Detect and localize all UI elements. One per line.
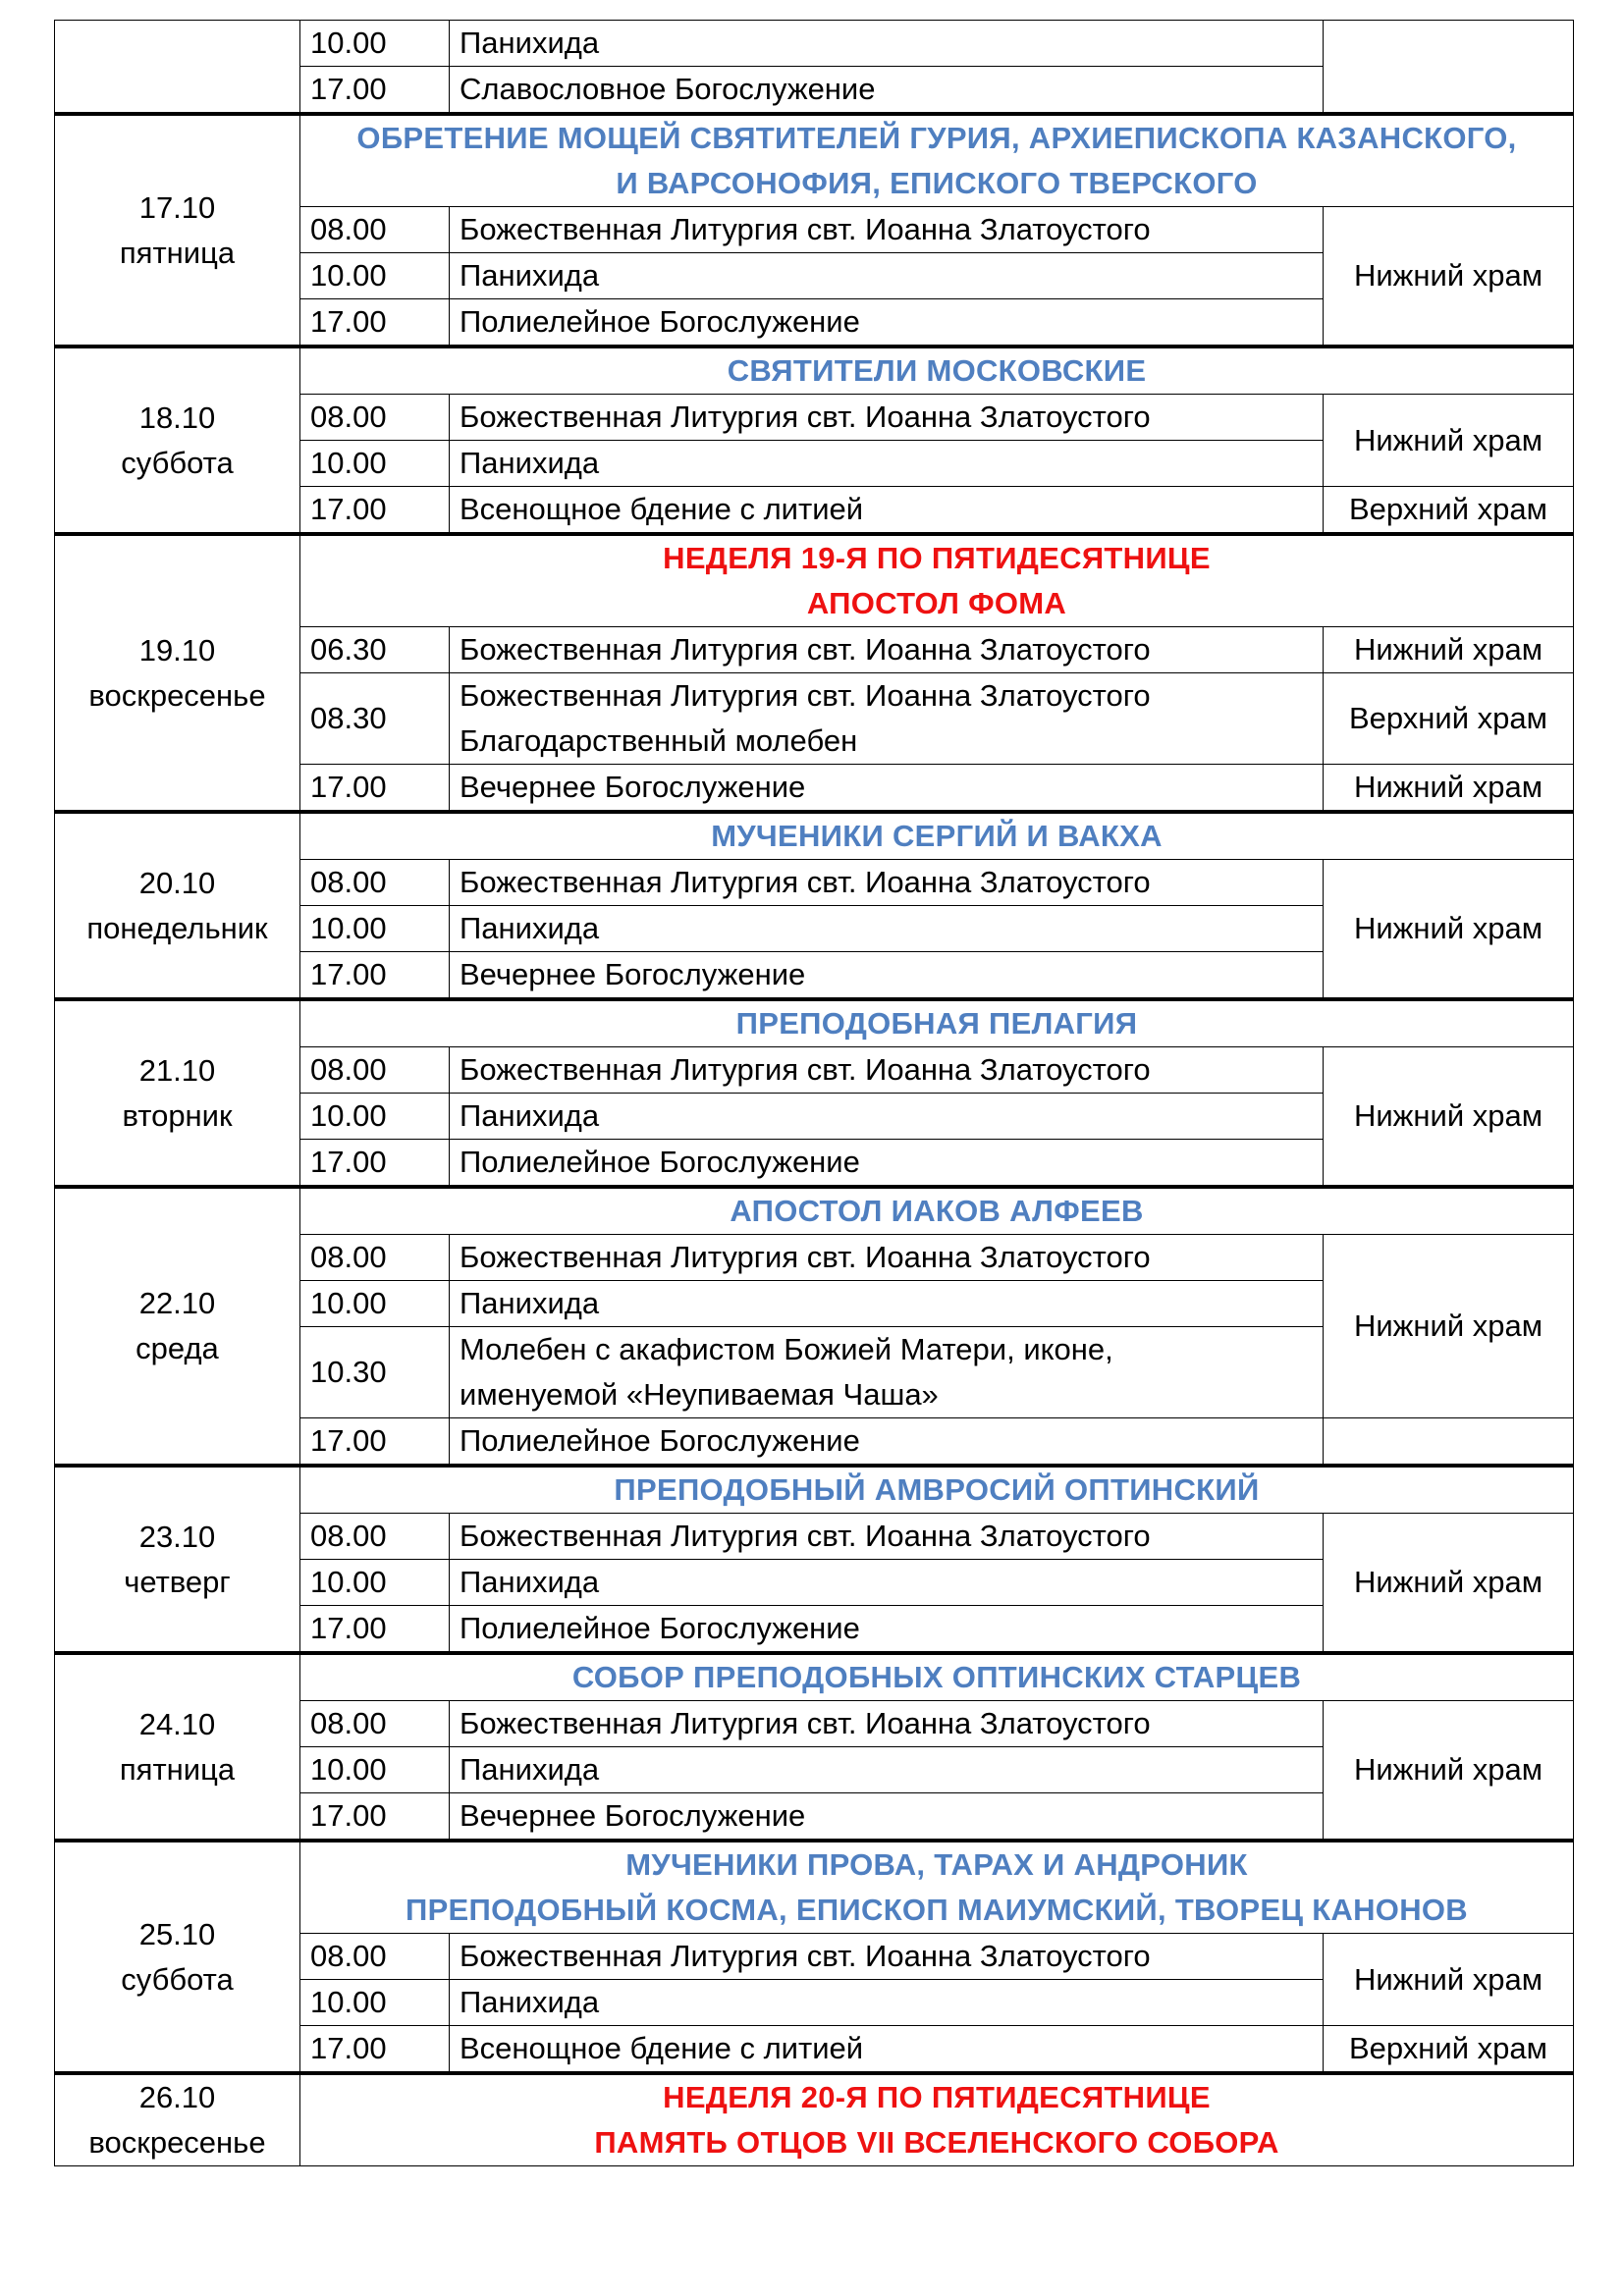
service-cell: Всенощное бдение с литией bbox=[450, 2026, 1324, 2074]
schedule-page bbox=[54, 20, 1573, 2166]
date-cell bbox=[55, 347, 300, 534]
service-cell: Панихида bbox=[450, 1281, 1324, 1327]
time-cell: 10.00 bbox=[300, 1281, 450, 1327]
service-cell: Панихида bbox=[450, 253, 1324, 299]
feast-title-line: СОБОР ПРЕПОДОБНЫХ ОПТИНСКИХ СТАРЦЕВ bbox=[571, 1660, 1302, 1694]
time-cell: 17.00 bbox=[300, 487, 450, 535]
day-weekday: пятница bbox=[119, 235, 236, 270]
day-title-row bbox=[55, 2073, 1574, 2166]
service-cell: Панихида bbox=[450, 906, 1324, 952]
place-cell: Нижний храм bbox=[1324, 1047, 1574, 1188]
date-cell bbox=[55, 534, 300, 812]
place-cell: Нижний храм bbox=[1324, 627, 1574, 673]
date-cell bbox=[55, 114, 300, 347]
place-cell: Нижний храм bbox=[1324, 1934, 1574, 2026]
day-weekday: воскресенье bbox=[88, 2125, 266, 2160]
day-weekday: суббота bbox=[121, 1961, 234, 1997]
service-cell: Божественная Литургия свт. Иоанна Златоустого bbox=[450, 1235, 1324, 1281]
schedule-row bbox=[55, 21, 1574, 67]
service-cell: Вечернее Богослужение bbox=[450, 952, 1324, 1000]
day-date: 23.10 bbox=[138, 1519, 216, 1554]
time-cell: 08.00 bbox=[300, 860, 450, 906]
day-date: 17.10 bbox=[138, 189, 216, 225]
service-cell bbox=[450, 673, 1324, 765]
feast-title bbox=[300, 999, 1574, 1047]
date-cell bbox=[55, 1653, 300, 1841]
service-cell: Славословное Богослужение bbox=[450, 67, 1324, 115]
time-cell: 08.00 bbox=[300, 207, 450, 253]
time-cell: 10.00 bbox=[300, 1980, 450, 2026]
time-cell: 17.00 bbox=[300, 1606, 450, 1654]
place-cell bbox=[1324, 1418, 1574, 1467]
service-line: Благодарственный молебен bbox=[460, 723, 858, 758]
time-cell: 17.00 bbox=[300, 67, 450, 115]
service-cell: Божественная Литургия свт. Иоанна Златоустого bbox=[450, 1701, 1324, 1747]
time-cell: 10.00 bbox=[300, 441, 450, 487]
place-cell: Нижний храм bbox=[1324, 765, 1574, 813]
feast-title-line: И ВАРСОНОФИЯ, ЕПИСКОГО ТВЕРСКОГО bbox=[616, 166, 1258, 200]
service-cell: Вечернее Богослужение bbox=[450, 1793, 1324, 1842]
time-cell: 10.00 bbox=[300, 906, 450, 952]
place-cell: Верхний храм bbox=[1324, 487, 1574, 535]
place-cell: Верхний храм bbox=[1324, 2026, 1574, 2074]
time-cell: 17.00 bbox=[300, 2026, 450, 2074]
time-cell: 17.00 bbox=[300, 1418, 450, 1467]
day-weekday: вторник bbox=[122, 1097, 233, 1133]
day-date: 24.10 bbox=[138, 1706, 216, 1741]
feast-title-line: АПОСТОЛ ИАКОВ АЛФЕЕВ bbox=[730, 1194, 1144, 1228]
feast-title bbox=[300, 347, 1574, 395]
service-cell: Полиелейное Богослужение bbox=[450, 1606, 1324, 1654]
service-cell: Панихида bbox=[450, 1747, 1324, 1793]
place-cell: Верхний храм bbox=[1324, 673, 1574, 765]
feast-title bbox=[300, 114, 1574, 207]
service-cell: Панихида bbox=[450, 441, 1324, 487]
time-cell: 10.00 bbox=[300, 1747, 450, 1793]
feast-title-line: СВЯТИТЕЛИ МОСКОВСКИЕ bbox=[727, 353, 1147, 388]
date-cell bbox=[55, 1841, 300, 2073]
day-date: 20.10 bbox=[138, 865, 216, 900]
service-cell: Вечернее Богослужение bbox=[450, 765, 1324, 813]
date-cell bbox=[55, 1466, 300, 1653]
feast-title bbox=[300, 1187, 1574, 1235]
time-cell: 08.00 bbox=[300, 1047, 450, 1094]
day-title-row bbox=[55, 1187, 1574, 1235]
feast-title bbox=[300, 2073, 1574, 2166]
service-cell: Божественная Литургия свт. Иоанна Златоустого bbox=[450, 1934, 1324, 1980]
place-cell: Нижний храм bbox=[1324, 1701, 1574, 1842]
day-title-row bbox=[55, 1841, 1574, 1934]
service-cell: Панихида bbox=[450, 21, 1324, 67]
feast-title-line: НЕДЕЛЯ 20-Я ПО ПЯТИДЕСЯТНИЦЕ bbox=[663, 2080, 1211, 2114]
place-cell bbox=[1324, 21, 1574, 115]
time-cell: 17.00 bbox=[300, 952, 450, 1000]
service-cell: Полиелейное Богослужение bbox=[450, 299, 1324, 347]
place-cell: Нижний храм bbox=[1324, 207, 1574, 347]
day-weekday: воскресенье bbox=[88, 677, 266, 713]
time-cell: 17.00 bbox=[300, 1140, 450, 1188]
date-cell bbox=[55, 2073, 300, 2166]
day-weekday: понедельник bbox=[86, 910, 268, 945]
time-cell: 08.00 bbox=[300, 1235, 450, 1281]
feast-title-line: АПОСТОЛ ФОМА bbox=[806, 586, 1067, 620]
day-date: 18.10 bbox=[138, 400, 216, 435]
feast-title-line: ПРЕПОДОБНАЯ ПЕЛАГИЯ bbox=[735, 1006, 1138, 1041]
date-cell bbox=[55, 812, 300, 999]
service-line: Молебен с акафистом Божией Матери, иконе, bbox=[460, 1332, 1113, 1366]
feast-title bbox=[300, 1653, 1574, 1701]
place-cell: Нижний храм bbox=[1324, 1514, 1574, 1654]
day-title-row bbox=[55, 812, 1574, 860]
feast-title-line: ОБРЕТЕНИЕ МОЩЕЙ СВЯТИТЕЛЕЙ ГУРИЯ, АРХИЕПИСКОПА КАЗАНСКОГО, bbox=[356, 121, 1517, 155]
day-title-row bbox=[55, 347, 1574, 395]
feast-title-line: ПРЕПОДОБНЫЙ КОСМА, ЕПИСКОП МАИУМСКИЙ, ТВОРЕЦ КАНОНОВ bbox=[406, 1893, 1468, 1927]
day-weekday: пятница bbox=[119, 1751, 236, 1787]
service-cell: Божественная Литургия свт. Иоанна Златоустого bbox=[450, 207, 1324, 253]
day-title-row bbox=[55, 114, 1574, 207]
day-title-row bbox=[55, 999, 1574, 1047]
service-cell: Полиелейное Богослужение bbox=[450, 1418, 1324, 1467]
day-title-row bbox=[55, 534, 1574, 627]
feast-title bbox=[300, 1466, 1574, 1514]
time-cell: 10.30 bbox=[300, 1327, 450, 1418]
service-cell: Божественная Литургия свт. Иоанна Златоустого bbox=[450, 395, 1324, 441]
time-cell: 08.30 bbox=[300, 673, 450, 765]
service-cell: Божественная Литургия свт. Иоанна Златоустого bbox=[450, 1047, 1324, 1094]
day-date: 25.10 bbox=[138, 1916, 216, 1951]
time-cell: 17.00 bbox=[300, 765, 450, 813]
day-date: 26.10 bbox=[138, 2080, 216, 2114]
feast-title bbox=[300, 1841, 1574, 1934]
day-date: 21.10 bbox=[138, 1052, 216, 1088]
time-cell: 10.00 bbox=[300, 1094, 450, 1140]
day-weekday: среда bbox=[135, 1331, 219, 1365]
feast-title-line: МУЧЕНИКИ СЕРГИЙ И ВАКХА bbox=[711, 819, 1163, 853]
day-date: 19.10 bbox=[138, 632, 216, 667]
date-cell bbox=[55, 999, 300, 1187]
time-cell: 08.00 bbox=[300, 1514, 450, 1560]
day-weekday: суббота bbox=[121, 445, 234, 480]
date-cell bbox=[55, 1187, 300, 1466]
feast-title-line: ПРЕПОДОБНЫЙ АМВРОСИЙ ОПТИНСКИЙ bbox=[614, 1472, 1260, 1507]
feast-title-line: МУЧЕНИКИ ПРОВА, ТАРАХ И АНДРОНИК bbox=[625, 1847, 1248, 1882]
service-cell bbox=[450, 1327, 1324, 1418]
place-cell: Нижний храм bbox=[1324, 860, 1574, 1000]
service-line: Божественная Литургия свт. Иоанна Златоустого bbox=[460, 678, 1151, 713]
service-cell: Панихида bbox=[450, 1980, 1324, 2026]
day-weekday: четверг bbox=[124, 1564, 231, 1599]
service-cell: Всенощное бдение с литией bbox=[450, 487, 1324, 535]
time-cell: 08.00 bbox=[300, 1701, 450, 1747]
place-cell: Нижний храм bbox=[1324, 1235, 1574, 1418]
day-title-row bbox=[55, 1653, 1574, 1701]
service-cell: Божественная Литургия свт. Иоанна Златоустого bbox=[450, 1514, 1324, 1560]
date-cell bbox=[55, 21, 300, 115]
feast-title bbox=[300, 812, 1574, 860]
time-cell: 17.00 bbox=[300, 299, 450, 347]
service-cell: Панихида bbox=[450, 1094, 1324, 1140]
schedule-table bbox=[54, 20, 1574, 2166]
time-cell: 10.00 bbox=[300, 253, 450, 299]
time-cell: 08.00 bbox=[300, 1934, 450, 1980]
time-cell: 08.00 bbox=[300, 395, 450, 441]
service-cell: Божественная Литургия свт. Иоанна Златоустого bbox=[450, 627, 1324, 673]
service-cell: Полиелейное Богослужение bbox=[450, 1140, 1324, 1188]
service-cell: Панихида bbox=[450, 1560, 1324, 1606]
feast-title-line: НЕДЕЛЯ 19-Я ПО ПЯТИДЕСЯТНИЦЕ bbox=[663, 541, 1211, 575]
time-cell: 06.30 bbox=[300, 627, 450, 673]
day-title-row bbox=[55, 1466, 1574, 1514]
place-cell: Нижний храм bbox=[1324, 395, 1574, 487]
feast-title-line: ПАМЯТЬ ОТЦОВ VII ВСЕЛЕНСКОГО СОБОРА bbox=[594, 2125, 1279, 2160]
time-cell: 17.00 bbox=[300, 1793, 450, 1842]
time-cell: 10.00 bbox=[300, 21, 450, 67]
service-line: именуемой «Неупиваемая Чаша» bbox=[460, 1377, 939, 1412]
service-cell: Божественная Литургия свт. Иоанна Златоустого bbox=[450, 860, 1324, 906]
feast-title bbox=[300, 534, 1574, 627]
time-cell: 10.00 bbox=[300, 1560, 450, 1606]
day-date: 22.10 bbox=[138, 1286, 216, 1320]
